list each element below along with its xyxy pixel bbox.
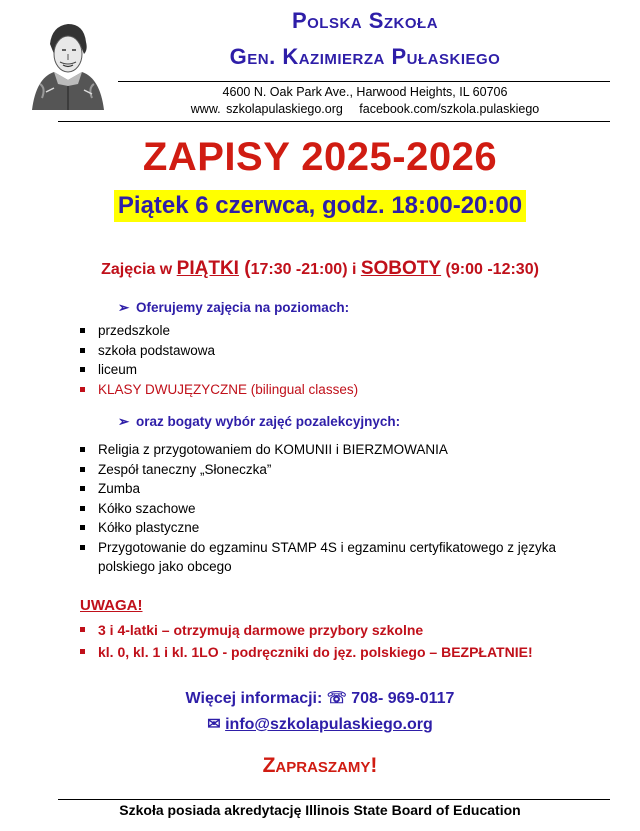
schedule-time-friday: 17:30 -21:00: [250, 261, 343, 278]
square-bullet-icon: [80, 627, 85, 632]
square-bullet-icon: [80, 447, 85, 452]
square-bullet-icon: [80, 506, 85, 511]
more-info-label: Więcej informacji:: [185, 690, 323, 707]
list-item: Przygotowanie do egzaminu STAMP 4S i egzaminu certyfikatowego z języka polskiego jako obcego: [80, 538, 600, 577]
web-links: [120, 102, 610, 116]
header-divider-top: [118, 81, 610, 82]
event-date-wrap: [0, 190, 640, 222]
square-bullet-icon: [80, 525, 85, 530]
website-link[interactable]: www. szkolapulaskiego.org: [190, 102, 343, 116]
levels-list: [80, 321, 600, 399]
list-item: Zumba: [80, 479, 600, 499]
list-item: 3 i 4-latki – otrzymują darmowe przybory szkolne: [80, 619, 620, 641]
extracurricular-heading: [118, 414, 400, 430]
extracurricular-list: [80, 440, 600, 577]
list-item: Kółko szachowe: [80, 499, 600, 519]
square-bullet-icon: [80, 348, 85, 353]
schedule-close-paren: ): [342, 261, 348, 278]
notice-label: UWAGA!: [80, 597, 143, 614]
schedule-prefix: Zajęcia w: [101, 261, 177, 278]
header-divider-bottom: [58, 121, 610, 122]
list-item: kl. 0, kl. 1 i kl. 1LO - podręczniki do jęz. polskiego – BEZPŁATNIE!: [80, 641, 620, 663]
event-date: Piątek 6 czerwca, godz. 18:00-20:00: [114, 190, 526, 222]
facebook-link[interactable]: facebook.com/szkola.pulaskiego: [359, 102, 540, 116]
square-bullet-icon: [80, 486, 85, 491]
school-address: 4600 N. Oak Park Ave., Harwood Heights, IL 60706: [222, 85, 508, 99]
arrow-bullet-icon: ➢: [118, 300, 130, 315]
contact-phone: [0, 688, 640, 708]
levels-heading-text: Oferujemy zajęcia na poziomach:: [136, 300, 350, 315]
invite-text: Zapraszamy!: [262, 754, 378, 777]
extracurricular-heading-text: oraz bogaty wybór zajęć pozalekcyjnych:: [136, 414, 401, 429]
class-schedule: [0, 258, 640, 280]
schedule-open-paren: (: [238, 258, 251, 279]
list-item: Kółko plastyczne: [80, 518, 600, 538]
contact-email: [0, 714, 640, 734]
list-item-bilingual: KLASY DWUJĘZYCZNE (bilingual classes): [80, 380, 600, 400]
list-item: liceum: [80, 360, 600, 380]
square-bullet-icon: [80, 649, 85, 654]
list-item: przedszkole: [80, 321, 600, 341]
levels-heading: [118, 300, 349, 316]
enrollment-title: ZAPISY 2025-2026: [142, 135, 498, 179]
envelope-icon: ✉: [207, 716, 221, 733]
square-bullet-icon: [80, 545, 85, 550]
schedule-day-friday: PIĄTKI: [176, 258, 239, 279]
schedule-day-saturday: SOBOTY: [360, 258, 442, 279]
list-item: Religia z przygotowaniem do KOMUNII i BIERZMOWANIA: [80, 440, 600, 460]
school-name-line2: Gen. Kazimierza Pułaskiego: [229, 44, 501, 69]
square-bullet-icon: [80, 367, 85, 372]
square-bullet-icon: [80, 387, 85, 392]
email-link[interactable]: info@szkolapulaskiego.org: [225, 716, 433, 733]
notice-list: [80, 619, 620, 663]
schedule-time-saturday: (9:00 -12:30): [441, 261, 539, 278]
square-bullet-icon: [80, 328, 85, 333]
phone-icon: ☏: [326, 690, 347, 707]
portrait-engraving-icon: [22, 14, 110, 110]
school-name-line1: Polska Szkoła: [291, 8, 439, 33]
phone-number[interactable]: 708- 969-0117: [351, 690, 455, 707]
footer-divider: [58, 799, 610, 800]
arrow-bullet-icon: ➢: [118, 414, 130, 429]
schedule-and: i: [347, 261, 361, 278]
accreditation-footer: Szkoła posiada akredytację Illinois State Board of Education: [119, 802, 521, 818]
square-bullet-icon: [80, 467, 85, 472]
list-item: szkoła podstawowa: [80, 341, 600, 361]
list-item: Zespół taneczny „Słoneczka”: [80, 460, 600, 480]
